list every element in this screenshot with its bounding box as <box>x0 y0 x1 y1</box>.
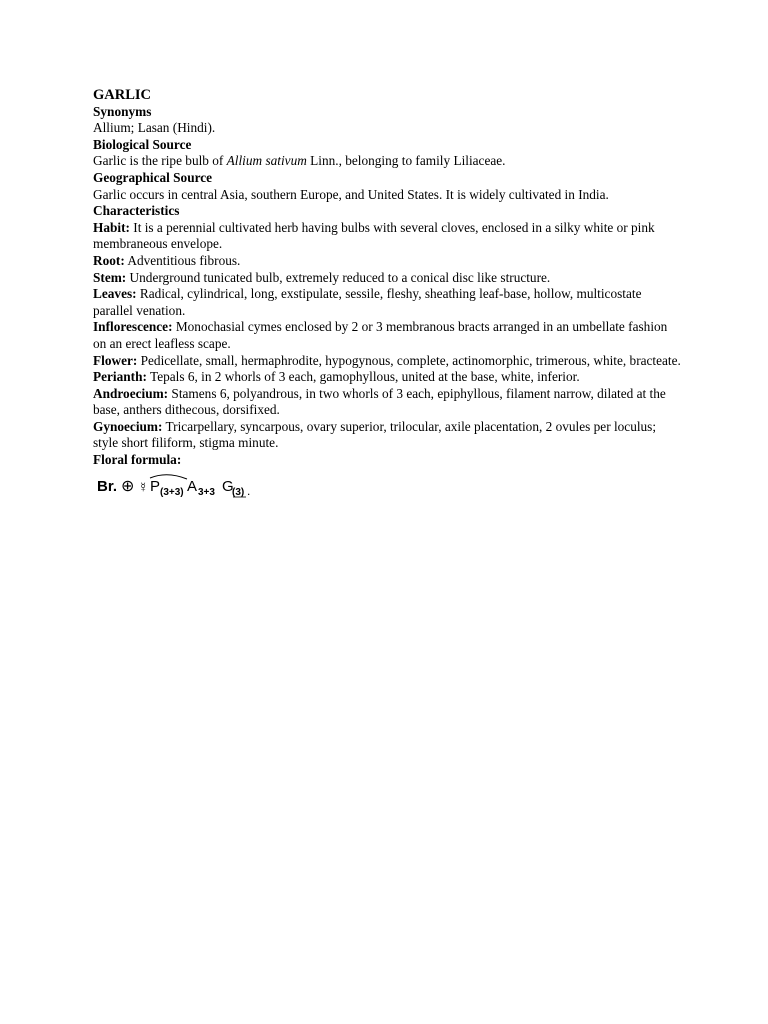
geographical-source-text: Garlic occurs in central Asia, southern Europe, and United States. It is widely cultivated in India. <box>93 186 609 202</box>
characteristic-text: Tepals 6, in 2 whorls of 3 each, gamophyllous, united at the base, white, inferior. <box>146 369 580 385</box>
characteristic-text: Adventitious fibrous. <box>124 252 241 268</box>
characteristic-androecium <box>93 386 683 419</box>
bisexual-icon: ☿ <box>138 478 149 495</box>
biological-source-heading: Biological Source <box>93 136 192 152</box>
characteristic-perianth <box>93 369 683 386</box>
characteristic-habit <box>93 220 683 253</box>
formula-end: . <box>247 483 251 498</box>
characteristic-text: Tricarpellary, syncarpous, ovary superior, trilocular, axile placentation, 2 ovules per loculus; style short filiform, stigma minute. <box>93 418 657 451</box>
characteristic-text: Pedicellate, small, hermaphrodite, hypogynous, complete, actinomorphic, trimerous, white, bracteate. <box>137 352 681 368</box>
geographical-source-heading: Geographical Source <box>93 169 213 185</box>
characteristic-root <box>93 253 683 270</box>
characteristic-text: Monochasial cymes enclosed by 2 or 3 membranous bracts arranged in an umbellate fashion on an erect leafless scape. <box>93 319 668 351</box>
characteristic-label: Perianth: <box>93 369 147 385</box>
characteristic-label: Habit: <box>93 219 130 235</box>
characteristic-label: Stem: <box>93 269 127 285</box>
characteristic-text: It is a perennial cultivated herb having bulbs with several cloves, enclosed in a silky white or pink membraneous envelope. <box>93 219 655 252</box>
characteristic-text: Stamens 6, polyandrous, in two whorls of 3 each, epiphyllous, filament narrow, dilated at the base, anthers dithecous, dorsifixed. <box>93 385 666 418</box>
floral-formula <box>93 472 683 498</box>
characteristic-text: Radical, cylindrical, long, exstipulate, sessile, fleshy, sheathing leaf-base, hollow, multicostate parallel venation. <box>93 286 642 318</box>
characteristic-stem <box>93 270 683 287</box>
gynoecium-count: (3) <box>232 486 245 498</box>
characteristic-leaves <box>93 286 683 319</box>
characteristics-heading: Characteristics <box>93 203 180 219</box>
synonyms-heading: Synonyms <box>93 103 152 119</box>
page-title: GARLIC <box>93 87 152 103</box>
characteristic-label: Gynoecium: <box>93 418 163 434</box>
characteristic-label: Flower: <box>93 352 138 368</box>
bracteate-symbol: Br. <box>97 477 118 495</box>
synonyms-text: Allium; Lasan (Hindi). <box>93 120 216 136</box>
characteristic-flower <box>93 353 683 370</box>
characteristic-label: Inflorescence: <box>93 319 173 335</box>
biological-source-post: Linn., belonging to family Liliaceae. <box>306 153 506 169</box>
characteristic-gynoecium <box>93 419 683 452</box>
actinomorphic-icon: ⊕ <box>121 477 135 495</box>
perianth-count: (3+3) <box>160 486 184 498</box>
floral-formula-heading: Floral formula: <box>93 452 182 468</box>
characteristic-label: Leaves: <box>93 286 137 302</box>
characteristic-label: Root: <box>93 252 125 268</box>
gynoecium-symbol: G <box>222 477 234 495</box>
characteristic-inflorescence <box>93 319 683 352</box>
biological-source-text <box>93 153 683 170</box>
floral-formula-graphic <box>93 472 263 500</box>
perianth-symbol: P <box>150 477 161 495</box>
document-body <box>93 87 683 498</box>
species-name: Allium sativum <box>226 153 307 169</box>
characteristic-label: Androecium: <box>93 385 169 401</box>
biological-source-pre: Garlic is the ripe bulb of <box>93 153 227 169</box>
characteristic-text: Underground tunicated bulb, extremely reduced to a conical disc like structure. <box>126 269 551 285</box>
androecium-count: 3+3 <box>198 486 215 498</box>
androecium-symbol: A <box>187 477 198 495</box>
